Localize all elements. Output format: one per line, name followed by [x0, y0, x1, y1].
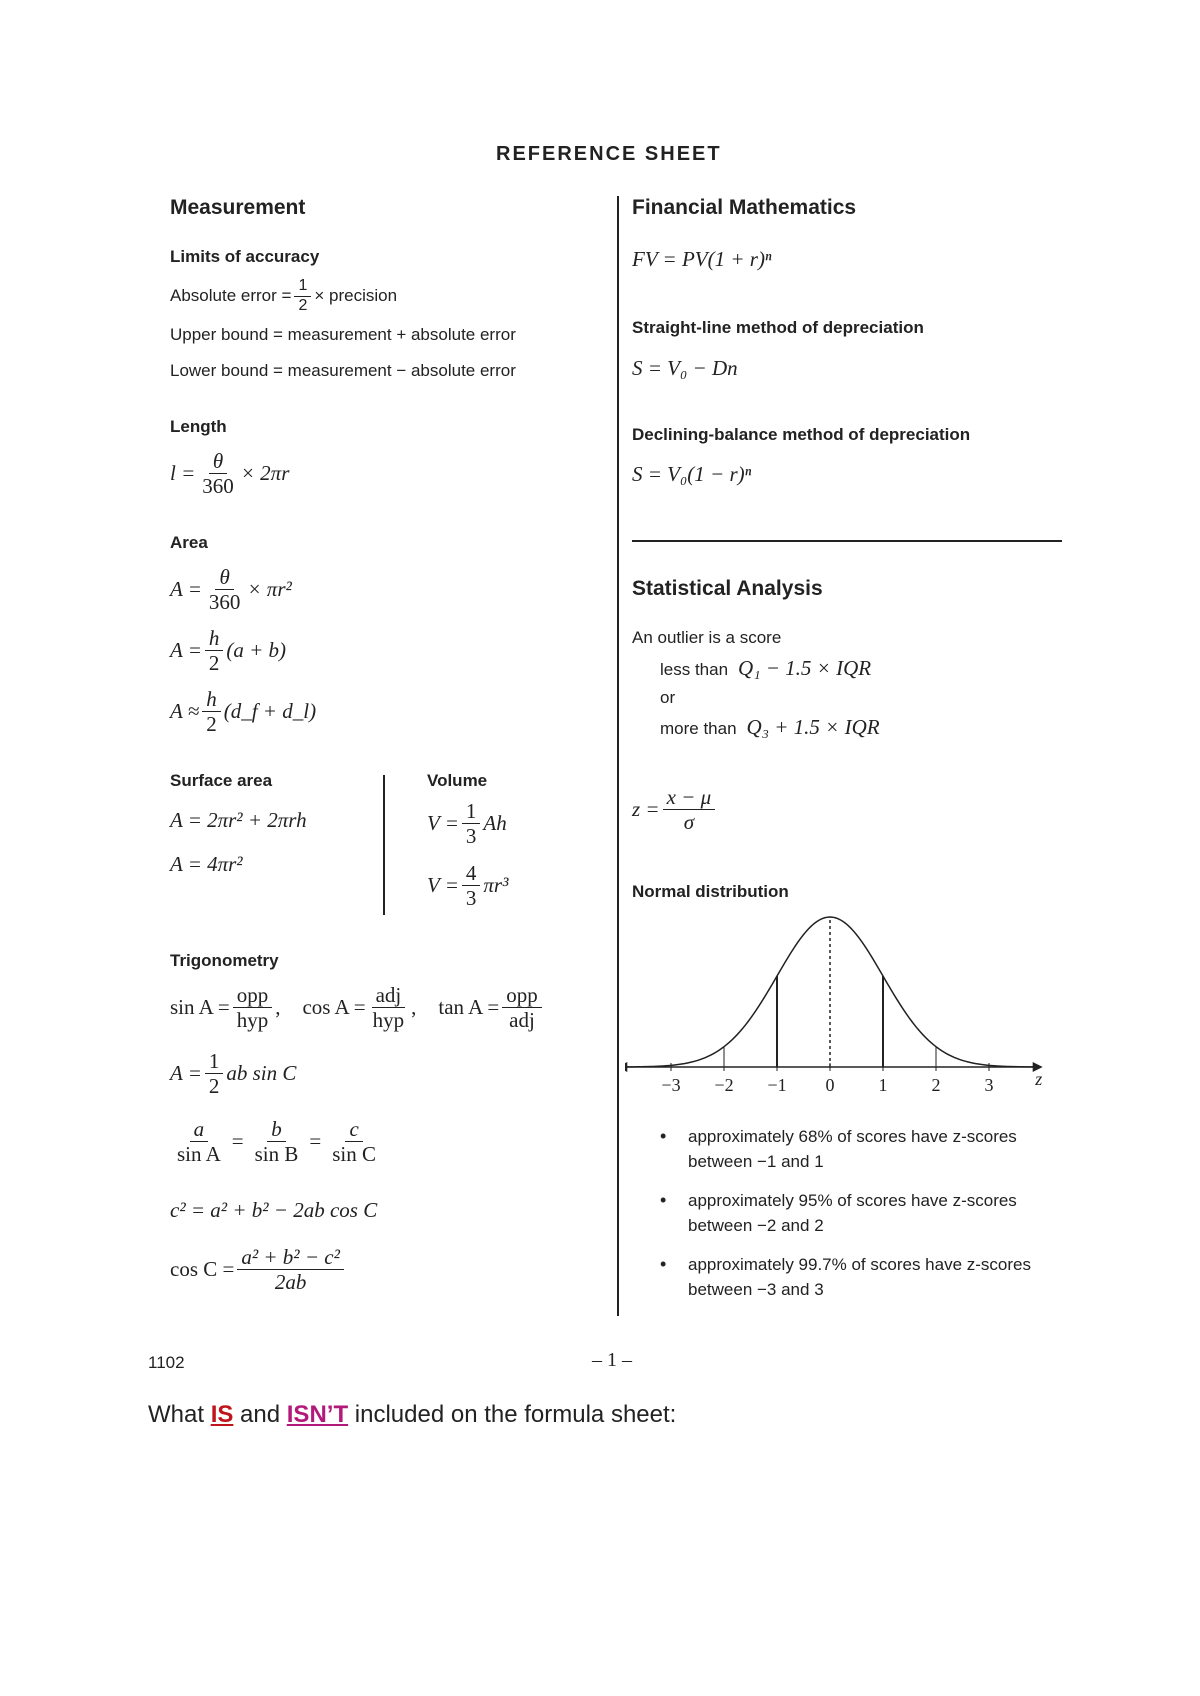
paper-code: 1102: [148, 1353, 185, 1372]
formula-lhs: cos C =: [170, 1257, 235, 1282]
formula-rhs: ab sin C: [226, 1061, 297, 1086]
fraction-numerator: 4: [462, 862, 481, 886]
sector-area-formula: [170, 566, 292, 613]
sin-lhs: sin A =: [170, 995, 230, 1020]
absolute-error-prefix: Absolute error =: [170, 286, 292, 306]
trig-ratios-formula: sin A = $\frac{\text{opp}}{\text{hyp}}$ , cos A = $\frac{\text{adj}}{\text{hyp}}$ , tan A = $\frac{\text{opp}}{\text{adj}}$: [170, 984, 545, 1031]
arc-length-formula: [170, 450, 289, 497]
question-is: IS: [210, 1401, 234, 1428]
fraction-numerator: b: [267, 1118, 286, 1142]
formula-lhs: A ≈: [170, 699, 200, 724]
outlier-or: or: [660, 688, 676, 707]
fraction-denominator: hyp: [372, 1008, 405, 1033]
formula-fraction: [202, 688, 221, 735]
x-tick-label: 2: [931, 1075, 941, 1095]
upper-bound-formula: Upper bound = measurement + absolute error: [170, 325, 516, 344]
question-text: [148, 1401, 676, 1429]
sphere-volume-formula: [427, 862, 508, 909]
formula-text: FV = PV(1 + r)ⁿ: [632, 247, 772, 271]
fraction-numerator: opp: [233, 984, 273, 1008]
surface-area-heading: Surface area: [170, 771, 273, 790]
x-tick-label: −1: [767, 1075, 787, 1095]
formula-lhs: l =: [170, 461, 196, 486]
sine-rule-fraction-c: [328, 1118, 380, 1165]
fraction-numerator: a² + b² − c²: [237, 1246, 344, 1270]
fraction-denominator: 2: [208, 1074, 220, 1099]
fraction-denominator: 2: [206, 712, 217, 737]
formula-rhs: Ah: [483, 811, 507, 836]
formula-text: S = V₀(1 − r)ⁿ: [632, 462, 752, 486]
formula-fraction: [198, 450, 238, 497]
fraction-denominator: 3: [465, 824, 477, 849]
formula-rhs: (d_f + d_l): [223, 699, 317, 724]
trapezoidal-rule-formula: [170, 688, 316, 735]
formula-lhs: A =: [170, 577, 202, 602]
x-axis-label: z: [1035, 1069, 1043, 1089]
formula-fraction: [462, 800, 481, 847]
surface-volume-divider: [383, 775, 385, 915]
declining-balance-formula: [632, 462, 751, 487]
question-and: and: [233, 1401, 287, 1428]
fraction-numerator: 1: [294, 278, 311, 297]
x-tick-label: −3: [661, 1075, 681, 1095]
question-prefix: What: [148, 1401, 211, 1428]
sine-rule-fraction-a: [173, 1118, 225, 1165]
fraction-denominator: 2ab: [274, 1270, 307, 1295]
sphere-surface-area-formula: [170, 852, 243, 877]
fraction-numerator: θ: [215, 566, 233, 590]
bullet-95: • approximately 95% of scores have z-scores between −2 and 2: [660, 1188, 1040, 1238]
fraction-denominator: 360: [208, 590, 241, 615]
formula-lhs: A =: [170, 638, 202, 663]
fraction-denominator: sin C: [332, 1142, 376, 1167]
tan-fraction: [502, 984, 542, 1031]
formula-lhs: V =: [427, 811, 459, 836]
trapezium-area-formula: [170, 627, 286, 674]
sin-fraction: [233, 984, 273, 1031]
volume-heading: Volume: [427, 771, 488, 790]
normal-distribution-chart: [625, 905, 1065, 1105]
lower-bound-formula: Lower bound = measurement − absolute error: [170, 361, 516, 380]
fraction-denominator: 2: [208, 651, 220, 676]
fraction-denominator: hyp: [236, 1008, 269, 1033]
fraction-numerator: 1: [462, 800, 481, 824]
absolute-error-fraction: [294, 278, 311, 315]
x-tick-label: 3: [984, 1075, 994, 1095]
bullet-68: • approximately 68% of scores have z-scores between −1 and 1: [660, 1124, 1040, 1174]
normal-curve: [625, 917, 1037, 1067]
section-divider: [632, 540, 1062, 542]
less-than-label: less than: [660, 660, 729, 679]
straight-line-heading: Straight-line method of depreciation: [632, 318, 924, 337]
outlier-less-than: [660, 656, 871, 681]
less-than-formula: Q₁ − 1.5 × IQR: [738, 656, 872, 680]
normal-distribution-heading: Normal distribution: [632, 882, 789, 901]
future-value-formula: [632, 247, 772, 272]
fraction-denominator: σ: [683, 810, 695, 835]
bullet-997: • approximately 99.7% of scores have z-scores between −3 and 3: [660, 1252, 1040, 1302]
formula-fraction: [462, 862, 481, 909]
formula-fraction: [205, 1050, 224, 1097]
formula-rhs: × πr²: [247, 577, 292, 602]
formula-fraction: [205, 566, 245, 613]
x-tick-label: 0: [825, 1075, 835, 1095]
area-heading: Area: [170, 533, 208, 552]
measurement-heading: Measurement: [170, 196, 306, 219]
fraction-denominator: 3: [465, 886, 477, 911]
formula-text: S = V₀ − Dn: [632, 356, 738, 380]
fraction-denominator: sin B: [254, 1142, 299, 1167]
fraction-denominator: 360: [202, 474, 234, 499]
straight-line-formula: [632, 356, 738, 381]
column-divider: [617, 196, 619, 1316]
fraction-numerator: x − μ: [663, 786, 716, 810]
pyramid-volume-formula: [427, 800, 507, 847]
financial-heading: Financial Mathematics: [632, 196, 857, 219]
normal-distribution-bullets: [660, 1124, 1040, 1316]
fraction-numerator: opp: [502, 984, 542, 1008]
fraction-numerator: adj: [372, 984, 406, 1008]
cosine-rule-angle-formula: [170, 1246, 347, 1293]
formula-fraction: [663, 786, 716, 833]
formula-fraction: [237, 1246, 344, 1293]
statistics-heading: Statistical Analysis: [632, 577, 823, 600]
formula-lhs: V =: [427, 873, 459, 898]
fraction-numerator: a: [190, 1118, 209, 1142]
formula-rhs: πr³: [483, 873, 509, 898]
tan-lhs: tan A =: [438, 995, 500, 1020]
question-isnt: ISN’T: [286, 1401, 349, 1428]
fraction-denominator: adj: [509, 1008, 535, 1033]
cosine-rule-formula: [170, 1198, 377, 1223]
question-suffix: included on the formula sheet:: [348, 1401, 677, 1428]
fraction-numerator: θ: [209, 450, 227, 474]
more-than-formula: Q₃ + 1.5 × IQR: [746, 715, 880, 739]
sine-rule-formula: $\frac{a}{\text{sin A}}$ = $\frac{b}{\text{sin B}}$ = $\frac{c}{\text{sin C}}$: [170, 1118, 383, 1165]
limits-heading: Limits of accuracy: [170, 247, 320, 266]
sine-rule-fraction-b: [251, 1118, 303, 1165]
fraction-numerator: 1: [205, 1050, 224, 1074]
fraction-numerator: h: [202, 688, 221, 712]
formula-rhs: × 2πr: [240, 461, 290, 486]
fraction-numerator: h: [205, 627, 224, 651]
x-tick-label: 1: [878, 1075, 888, 1095]
outlier-intro: An outlier is a score: [632, 628, 782, 647]
cos-lhs: cos A =: [302, 995, 366, 1020]
formula-text: A = 4πr²: [170, 852, 243, 876]
page-title: REFERENCE SHEET: [496, 143, 722, 165]
length-heading: Length: [170, 417, 227, 436]
absolute-error-formula: [170, 278, 397, 315]
declining-balance-heading: Declining-balance method of depreciation: [632, 425, 971, 444]
formula-rhs: (a + b): [226, 638, 287, 663]
cos-fraction: [369, 984, 409, 1031]
trigonometry-heading: Trigonometry: [170, 951, 279, 970]
formula-fraction: [205, 627, 224, 674]
absolute-error-suffix: × precision: [314, 286, 398, 306]
x-tick-label: −2: [714, 1075, 734, 1095]
fraction-denominator: sin A: [177, 1142, 221, 1167]
z-score-formula: [632, 786, 718, 833]
formula-lhs: A =: [170, 1061, 202, 1086]
formula-lhs: z =: [632, 797, 660, 822]
page-number: – 1 –: [592, 1349, 632, 1371]
more-than-label: more than: [660, 719, 737, 738]
triangle-area-formula: [170, 1050, 296, 1097]
cylinder-surface-area-formula: [170, 808, 307, 833]
formula-text: c² = a² + b² − 2ab cos C: [170, 1198, 378, 1222]
fraction-numerator: c: [345, 1118, 362, 1142]
outlier-more-than: [660, 715, 880, 740]
formula-text: A = 2πr² + 2πrh: [170, 808, 307, 832]
fraction-denominator: 2: [298, 296, 308, 314]
